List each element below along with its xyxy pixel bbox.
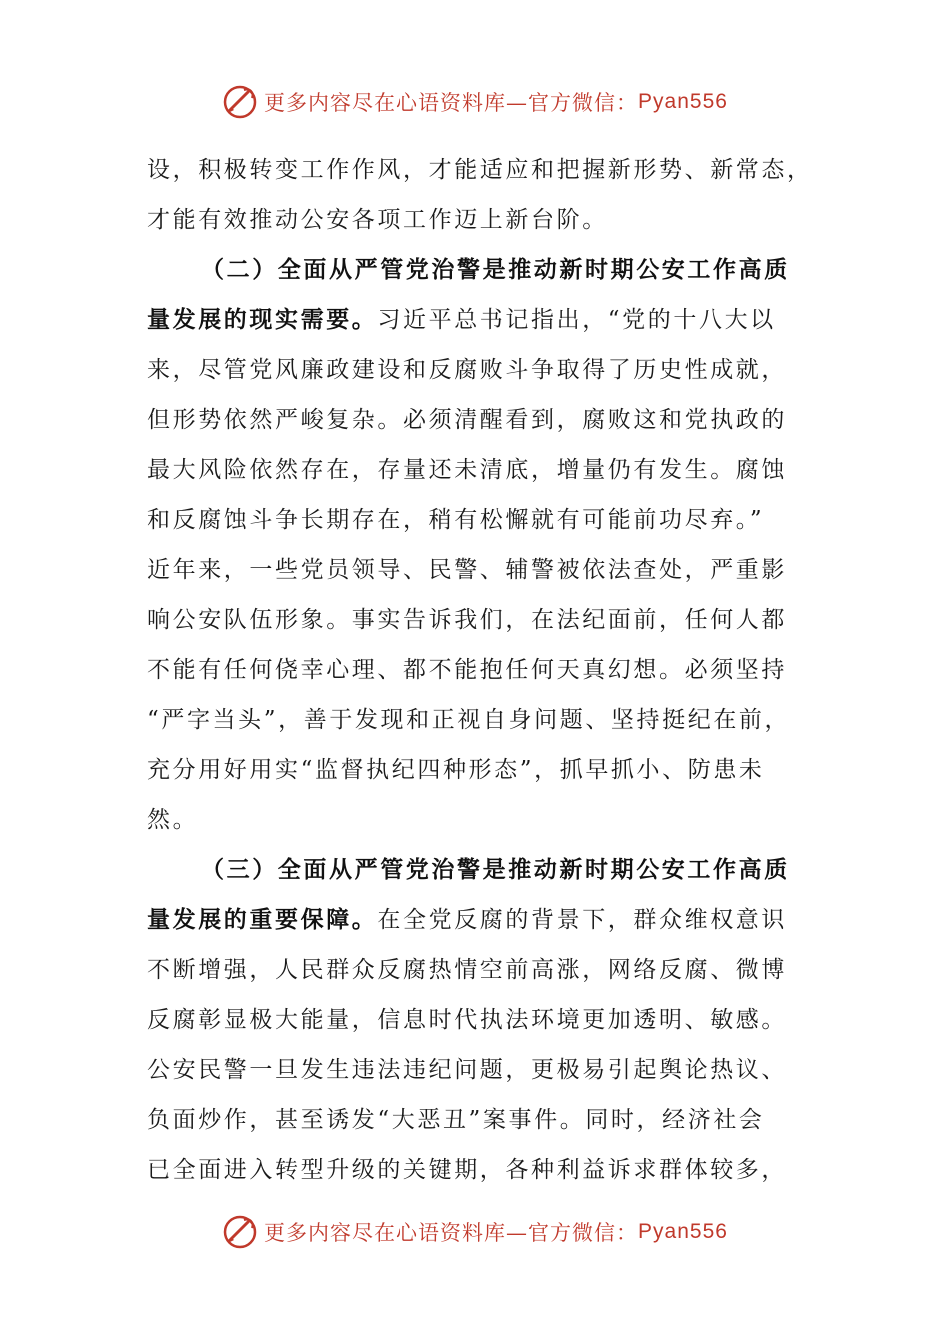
document-body	[147, 145, 813, 1195]
body-line: 但形势依然严峻复杂。必须清醒看到，腐败这和党执政的	[147, 407, 787, 433]
body-line: 不能有任何侥幸心理、都不能抱任何天真幻想。必须坚持	[147, 657, 787, 683]
body-line: 公安民警一旦发生违法违纪问题，更极易引起舆论热议、	[147, 1057, 787, 1083]
body-line: 量发展的重要保障。在全党反腐的背景下，群众维权意识	[147, 906, 788, 933]
body-line: 最大风险依然存在，存量还未清底，增量仍有发生。腐蚀	[147, 457, 787, 483]
body-line: 和反腐蚀斗争长期存在，稍有松懈就有可能前功尽弃。”	[147, 507, 765, 533]
section-heading: （二）全面从严管党治警是推动新时期公安工作高质	[201, 256, 790, 283]
body-line: 来，尽管党风廉政建设和反腐败斗争取得了历史性成就，	[147, 357, 787, 383]
header-banner	[0, 80, 950, 124]
body-line: “严字当头”，善于发现和正视自身问题、坚持挺纪在前，	[147, 707, 791, 733]
body-line: 近年来，一些党员领导、民警、辅警被依法查处，严重影	[147, 557, 787, 583]
footer-wechat-id: Pyan556	[638, 1220, 728, 1243]
footer-banner-text: 更多内容尽在心语资料库—官方微信：	[264, 1221, 639, 1245]
body-line: 反腐彰显极大能量，信息时代执法环境更加透明、敏感。	[147, 1007, 787, 1033]
header-wechat-id: Pyan556	[638, 90, 728, 113]
body-line: 已全面进入转型升级的关键期，各种利益诉求群体较多，	[147, 1157, 787, 1183]
pen-logo-icon	[222, 1214, 258, 1250]
body-line: 不断增强，人民群众反腐热情空前高涨，网络反腐、微博	[147, 957, 787, 983]
body-line: 响公安队伍形象。事实告诉我们，在法纪面前，任何人都	[147, 607, 787, 633]
body-line: 设，积极转变工作作风，才能适应和把握新形势、新常态，	[147, 157, 813, 183]
body-line: 量发展的现实需要。习近平总书记指出，“党的十八大以	[147, 306, 776, 333]
header-banner-text: 更多内容尽在心语资料库—官方微信：	[264, 91, 639, 115]
body-line: 才能有效推动公安各项工作迈上新台阶。	[147, 207, 608, 233]
body-line: 然。	[147, 807, 199, 833]
body-line: 充分用好用实“监督执纪四种形态”，抓早抓小、防患未	[147, 757, 765, 783]
section-heading: （三）全面从严管党治警是推动新时期公安工作高质	[201, 856, 790, 883]
pen-logo-icon	[222, 84, 258, 120]
footer-banner	[0, 1210, 950, 1254]
body-line: 负面炒作，甚至诱发“大恶丑”案事件。同时，经济社会	[147, 1107, 765, 1133]
